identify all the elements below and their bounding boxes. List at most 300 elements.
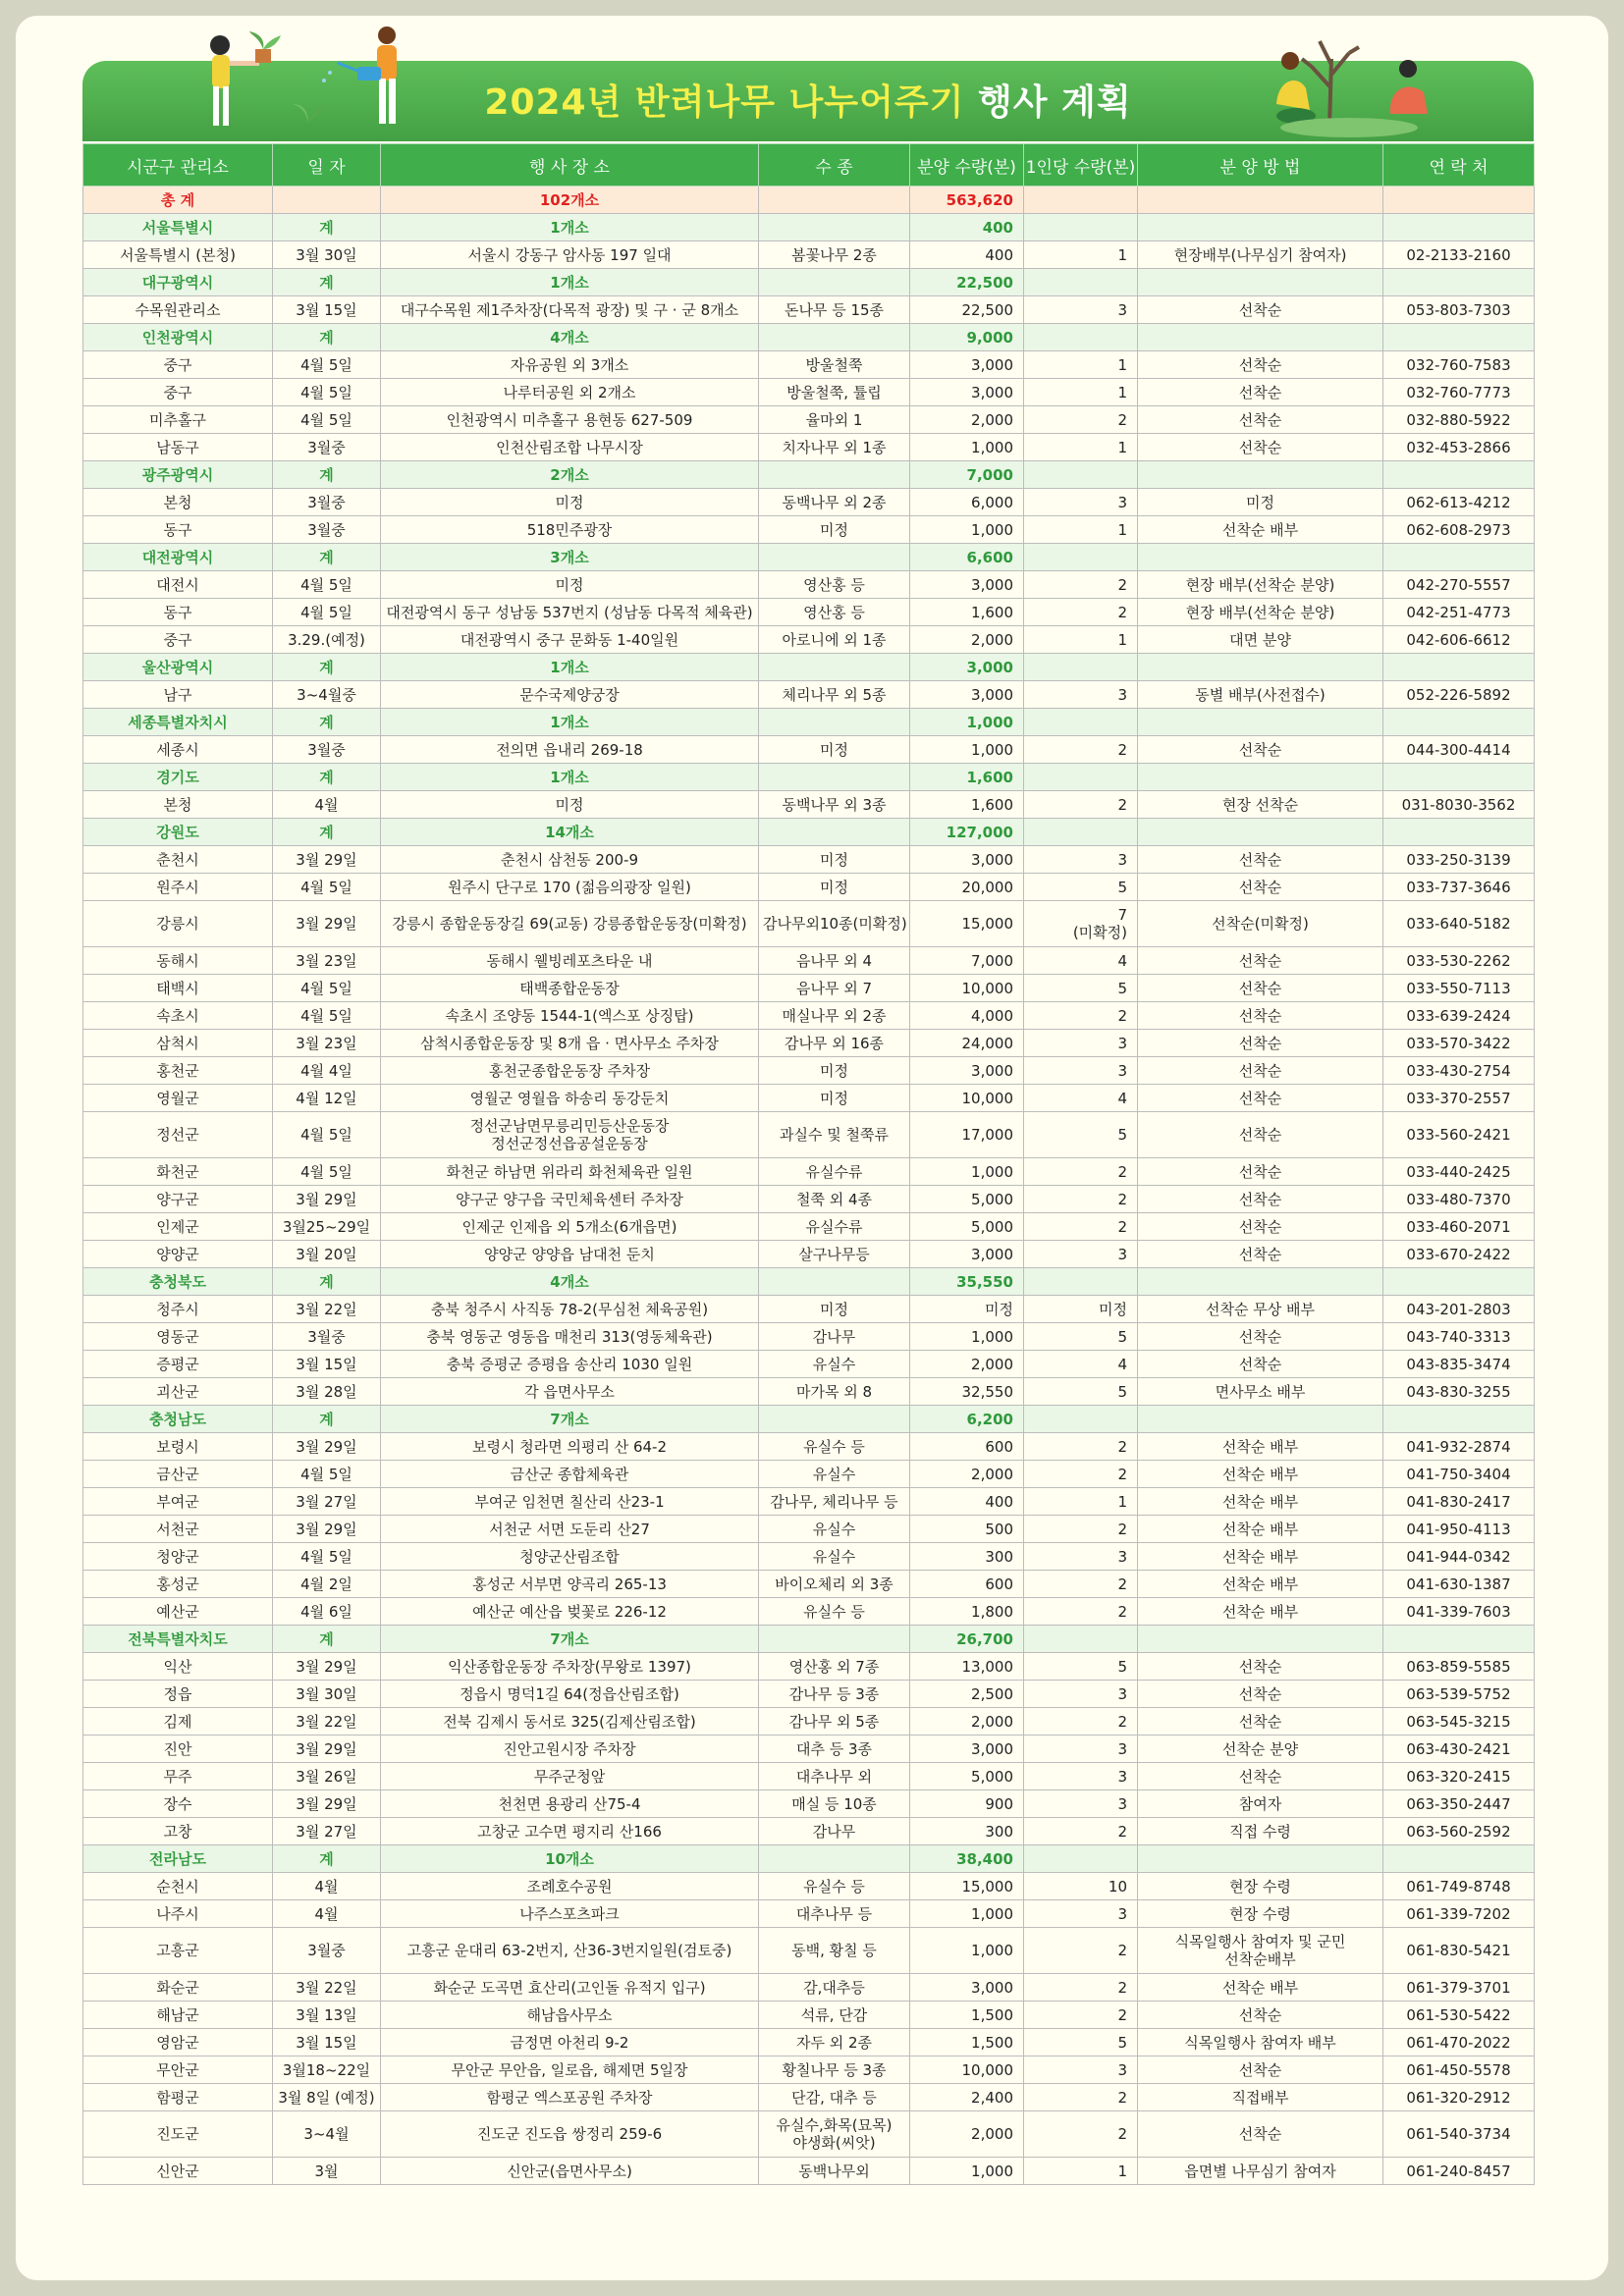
table-cell: 계 — [273, 461, 381, 489]
table-cell — [1383, 819, 1535, 846]
table-cell: 금산군 — [83, 1461, 273, 1488]
table-cell: 3월중 — [273, 489, 381, 516]
table-cell: 3 — [1024, 681, 1138, 709]
table-cell: 감,대추등 — [759, 1974, 910, 2002]
table-cell: 보령시 청라면 의평리 산 64-2 — [381, 1433, 759, 1461]
table-cell: 041-830-2417 — [1383, 1488, 1535, 1516]
table-cell: 각 읍면사무소 — [381, 1378, 759, 1406]
table-cell: 063-430-2421 — [1383, 1735, 1535, 1763]
table-cell — [1383, 654, 1535, 681]
table-cell: 총 계 — [83, 187, 273, 214]
table-cell: 3월 23일 — [273, 947, 381, 975]
table-cell: 24,000 — [910, 1030, 1024, 1057]
table-cell: 체리나무 외 5종 — [759, 681, 910, 709]
table-cell: 1 — [1024, 434, 1138, 461]
table-row — [83, 434, 1535, 461]
table-cell: 전라남도 — [83, 1845, 273, 1873]
table-cell: 041-630-1387 — [1383, 1571, 1535, 1598]
table-cell: 5,000 — [910, 1186, 1024, 1213]
table-cell: 5 — [1024, 1112, 1138, 1158]
table-cell: 나주스포츠파크 — [381, 1900, 759, 1928]
table-cell — [1024, 819, 1138, 846]
table-cell: 3 — [1024, 1735, 1138, 1763]
table-cell: 2 — [1024, 736, 1138, 764]
table-row — [83, 1708, 1535, 1735]
table-cell: 4월 5일 — [273, 379, 381, 406]
table-row — [83, 1433, 1535, 1461]
table-cell: 041-750-3404 — [1383, 1461, 1535, 1488]
table-cell: 선착순 — [1138, 1323, 1383, 1351]
table-cell: 대면 분양 — [1138, 626, 1383, 654]
table-cell: 4월 5일 — [273, 874, 381, 901]
region-subtotal-row — [83, 764, 1535, 791]
table-cell: 3월 22일 — [273, 1708, 381, 1735]
table-cell: 대전시 — [83, 571, 273, 599]
table-cell — [759, 819, 910, 846]
table-cell: 감나무 — [759, 1323, 910, 1351]
table-cell: 2,000 — [910, 1351, 1024, 1378]
table-cell: 1개소 — [381, 654, 759, 681]
table-cell: 양구군 — [83, 1186, 273, 1213]
table-cell: 홍성군 — [83, 1571, 273, 1598]
table-cell: 매실 등 10종 — [759, 1790, 910, 1818]
table-cell: 서천군 — [83, 1516, 273, 1543]
table-row — [83, 1653, 1535, 1681]
table-cell: 자유공원 외 3개소 — [381, 351, 759, 379]
table-row — [83, 1735, 1535, 1763]
table-cell — [273, 187, 381, 214]
table-cell: 계 — [273, 1845, 381, 1873]
table-cell: 선착순 — [1138, 846, 1383, 874]
table-cell: 선착순 — [1138, 1653, 1383, 1681]
table-cell: 2 — [1024, 2002, 1138, 2029]
table-cell: 2 — [1024, 1002, 1138, 1030]
table-row — [83, 1213, 1535, 1241]
table-cell: 7개소 — [381, 1406, 759, 1433]
table-cell: 동백나무 외 2종 — [759, 489, 910, 516]
table-cell: 선착순 — [1138, 947, 1383, 975]
table-cell: 석류, 단감 — [759, 2002, 910, 2029]
table-row — [83, 2111, 1535, 2158]
table-cell — [1138, 1626, 1383, 1653]
table-cell: 서울시 강동구 암사동 197 일대 — [381, 241, 759, 269]
table-cell: 061-530-5422 — [1383, 2002, 1535, 2029]
table-cell: 7,000 — [910, 947, 1024, 975]
table-cell: 102개소 — [381, 187, 759, 214]
table-cell: 3 — [1024, 1543, 1138, 1571]
table-cell: 유실수 — [759, 1461, 910, 1488]
table-cell: 계 — [273, 214, 381, 241]
table-cell: 감나무, 체리나무 등 — [759, 1488, 910, 1516]
table-cell: 032-760-7583 — [1383, 351, 1535, 379]
table-cell: 2 — [1024, 406, 1138, 434]
column-header: 시군구 관리소 — [83, 144, 273, 187]
table-cell: 청주시 — [83, 1296, 273, 1323]
table-row — [83, 681, 1535, 709]
table-cell: 진안고원시장 주차장 — [381, 1735, 759, 1763]
table-cell: 2,000 — [910, 2111, 1024, 2158]
table-cell: 동백나무 외 3종 — [759, 791, 910, 819]
table-cell: 3월 20일 — [273, 1241, 381, 1268]
table-cell: 1,000 — [910, 1158, 1024, 1186]
table-cell — [1383, 764, 1535, 791]
table-row — [83, 791, 1535, 819]
table-cell: 선착순 배부 — [1138, 1488, 1383, 1516]
table-cell: 인천광역시 미추홀구 용현동 627-509 — [381, 406, 759, 434]
table-cell: 나루터공원 외 2개소 — [381, 379, 759, 406]
table-cell: 양양군 양양읍 남대천 둔치 — [381, 1241, 759, 1268]
table-cell: 수목원관리소 — [83, 296, 273, 324]
table-cell: 2개소 — [381, 461, 759, 489]
table-cell: 미정 — [759, 874, 910, 901]
table-row — [83, 1873, 1535, 1900]
table-cell: 2,000 — [910, 626, 1024, 654]
table-cell: 042-606-6612 — [1383, 626, 1535, 654]
table-cell: 3월 29일 — [273, 846, 381, 874]
table-cell: 3월 — [273, 2158, 381, 2185]
table-cell: 400 — [910, 241, 1024, 269]
table-cell: 5 — [1024, 1378, 1138, 1406]
table-cell: 3개소 — [381, 544, 759, 571]
table-cell: 35,550 — [910, 1268, 1024, 1296]
table-cell — [759, 187, 910, 214]
table-cell: 1개소 — [381, 269, 759, 296]
table-cell: 남구 — [83, 681, 273, 709]
table-cell: 영산홍 외 7종 — [759, 1653, 910, 1681]
table-cell: 아로니에 외 1종 — [759, 626, 910, 654]
table-cell — [1024, 1845, 1138, 1873]
table-cell: 진도군 — [83, 2111, 273, 2158]
table-cell: 3월 29일 — [273, 1186, 381, 1213]
table-cell: 선착순 — [1138, 406, 1383, 434]
table-cell: 정선군남면무릉리민등산운동장 정선군정선읍공설운동장 — [381, 1112, 759, 1158]
table-row — [83, 1461, 1535, 1488]
table-cell: 2 — [1024, 1213, 1138, 1241]
table-cell: 미정 — [759, 516, 910, 544]
table-cell: 3 — [1024, 1763, 1138, 1790]
table-row — [83, 351, 1535, 379]
table-cell: 선착순 — [1138, 1085, 1383, 1112]
table-cell: 5 — [1024, 1323, 1138, 1351]
table-row — [83, 1057, 1535, 1085]
table-cell: 4 — [1024, 1351, 1138, 1378]
table-cell: 127,000 — [910, 819, 1024, 846]
table-cell: 1,000 — [910, 434, 1024, 461]
table-cell — [1383, 709, 1535, 736]
table-cell: 남동구 — [83, 434, 273, 461]
table-cell: 대구광역시 — [83, 269, 273, 296]
table-cell: 3,000 — [910, 1057, 1024, 1085]
table-cell: 면사무소 배부 — [1138, 1378, 1383, 1406]
table-cell: 4월 5일 — [273, 975, 381, 1002]
table-cell: 3,000 — [910, 681, 1024, 709]
region-subtotal-row — [83, 214, 1535, 241]
table-cell: 청양군산림조합 — [381, 1543, 759, 1571]
table-cell: 4개소 — [381, 324, 759, 351]
table-cell — [1138, 1406, 1383, 1433]
table-cell: 3월중 — [273, 434, 381, 461]
table-row — [83, 2084, 1535, 2111]
table-cell — [1024, 1626, 1138, 1653]
table-cell: 400 — [910, 1488, 1024, 1516]
table-cell: 4 — [1024, 947, 1138, 975]
table-cell: 061-540-3734 — [1383, 2111, 1535, 2158]
table-cell: 전북특별자치도 — [83, 1626, 273, 1653]
table-cell: 유실수 — [759, 1516, 910, 1543]
table-cell — [1138, 187, 1383, 214]
table-cell: 보령시 — [83, 1433, 273, 1461]
table-cell: 원주시 — [83, 874, 273, 901]
table-cell: 마가목 외 8 — [759, 1378, 910, 1406]
table-cell: 3,000 — [910, 379, 1024, 406]
table-cell: 033-460-2071 — [1383, 1213, 1535, 1241]
table-cell — [759, 544, 910, 571]
table-cell: 광주광역시 — [83, 461, 273, 489]
table-cell: 3,000 — [910, 1735, 1024, 1763]
table-cell: 고흥군 — [83, 1928, 273, 1974]
table-cell — [1024, 709, 1138, 736]
table-cell: 동별 배부(사전접수) — [1138, 681, 1383, 709]
table-cell: 인천산림조합 나무시장 — [381, 434, 759, 461]
table-cell: 선착순 분양 — [1138, 1735, 1383, 1763]
table-cell: 4월 5일 — [273, 571, 381, 599]
table-cell: 선착순 — [1138, 296, 1383, 324]
table-cell: 1,000 — [910, 2158, 1024, 2185]
table-row — [83, 1030, 1535, 1057]
table-cell — [759, 324, 910, 351]
table-cell: 본청 — [83, 791, 273, 819]
table-cell: 방울철쭉 — [759, 351, 910, 379]
table-cell: 15,000 — [910, 1873, 1024, 1900]
table-cell: 2 — [1024, 2111, 1138, 2158]
table-cell: 식목일행사 참여자 배부 — [1138, 2029, 1383, 2056]
table-cell: 043-740-3313 — [1383, 1323, 1535, 1351]
table-cell: 선착순 — [1138, 2002, 1383, 2029]
table-cell: 3 — [1024, 1900, 1138, 1928]
table-cell: 단감, 대추 등 — [759, 2084, 910, 2111]
table-cell: 3월 29일 — [273, 1790, 381, 1818]
column-header: 분 양 방 법 — [1138, 144, 1383, 187]
table-cell: 홍성군 서부면 양곡리 265-13 — [381, 1571, 759, 1598]
table-row — [83, 1571, 1535, 1598]
table-cell: 3월 29일 — [273, 1433, 381, 1461]
table-cell: 1,000 — [910, 1323, 1024, 1351]
table-cell: 063-350-2447 — [1383, 1790, 1535, 1818]
table-cell — [1138, 819, 1383, 846]
table-cell: 043-201-2803 — [1383, 1296, 1535, 1323]
table-row — [83, 1378, 1535, 1406]
table-cell: 3월 28일 — [273, 1378, 381, 1406]
table-cell: 043-830-3255 — [1383, 1378, 1535, 1406]
table-cell: 선착순 — [1138, 1158, 1383, 1186]
table-cell — [759, 269, 910, 296]
table-cell: 해남읍사무소 — [381, 2002, 759, 2029]
table-cell: 1 — [1024, 351, 1138, 379]
table-cell: 음나무 외 7 — [759, 975, 910, 1002]
table-cell: 22,500 — [910, 269, 1024, 296]
table-cell: 041-950-4113 — [1383, 1516, 1535, 1543]
table-cell: 041-932-2874 — [1383, 1433, 1535, 1461]
table-cell: 선착순(미확정) — [1138, 901, 1383, 947]
table-cell: 무주 — [83, 1763, 273, 1790]
table-cell: 미정 — [910, 1296, 1024, 1323]
region-subtotal-row — [83, 324, 1535, 351]
table-cell: 3 — [1024, 2056, 1138, 2084]
table-cell: 2 — [1024, 1818, 1138, 1845]
table-cell — [1024, 764, 1138, 791]
table-cell: 직접배부 — [1138, 2084, 1383, 2111]
table-cell — [759, 214, 910, 241]
table-cell: 3월 30일 — [273, 1681, 381, 1708]
table-cell: 계 — [273, 654, 381, 681]
table-cell: 대전광역시 — [83, 544, 273, 571]
table-cell: 나주시 — [83, 1900, 273, 1928]
table-row — [83, 1974, 1535, 2002]
table-cell: 선착순 — [1138, 351, 1383, 379]
table-cell: 3월 29일 — [273, 901, 381, 947]
table-cell: 대추나무 외 — [759, 1763, 910, 1790]
table-cell — [759, 709, 910, 736]
table-cell: 미정 — [381, 791, 759, 819]
table-row — [83, 1186, 1535, 1213]
table-cell: 033-737-3646 — [1383, 874, 1535, 901]
table-cell — [1024, 1268, 1138, 1296]
table-cell — [1024, 1406, 1138, 1433]
table-cell: 미정 — [759, 846, 910, 874]
table-row — [83, 975, 1535, 1002]
table-cell: 자두 외 2종 — [759, 2029, 910, 2056]
table-cell — [1138, 214, 1383, 241]
table-cell: 063-560-2592 — [1383, 1818, 1535, 1845]
table-cell: 1,600 — [910, 764, 1024, 791]
table-cell: 3~4월 — [273, 2111, 381, 2158]
table-cell: 유실수 — [759, 1543, 910, 1571]
table-cell: 동백나무외 — [759, 2158, 910, 2185]
table-cell: 선착순 — [1138, 2111, 1383, 2158]
table-cell: 신안군 — [83, 2158, 273, 2185]
table-row — [83, 241, 1535, 269]
table-cell: 계 — [273, 324, 381, 351]
table-cell: 서울특별시 — [83, 214, 273, 241]
table-cell: 현장 수령 — [1138, 1900, 1383, 1928]
table-cell: 3,000 — [910, 1241, 1024, 1268]
table-cell — [759, 764, 910, 791]
table-cell: 17,000 — [910, 1112, 1024, 1158]
table-cell: 3월 30일 — [273, 241, 381, 269]
table-cell: 063-545-3215 — [1383, 1708, 1535, 1735]
table-cell: 2 — [1024, 1158, 1138, 1186]
table-cell: 033-670-2422 — [1383, 1241, 1535, 1268]
table-cell: 진도군 진도읍 쌍정리 259-6 — [381, 2111, 759, 2158]
table-row — [83, 846, 1535, 874]
table-cell: 061-320-2912 — [1383, 2084, 1535, 2111]
table-cell: 22,500 — [910, 296, 1024, 324]
table-cell: 선착순 — [1138, 874, 1383, 901]
table-cell: 해남군 — [83, 2002, 273, 2029]
table-row — [83, 516, 1535, 544]
table-cell: 38,400 — [910, 1845, 1024, 1873]
table-cell: 부여군 — [83, 1488, 273, 1516]
table-cell — [1383, 187, 1535, 214]
table-cell: 경기도 — [83, 764, 273, 791]
table-cell: 함평군 엑스포공원 주차장 — [381, 2084, 759, 2111]
table-cell: 동백, 황칠 등 — [759, 1928, 910, 1974]
table-cell: 예산군 예산읍 벚꽃로 226-12 — [381, 1598, 759, 1626]
table-cell — [1138, 1845, 1383, 1873]
table-row — [83, 1598, 1535, 1626]
table-cell: 대구수목원 제1주차장(다목적 광장) 및 구 · 군 8개소 — [381, 296, 759, 324]
table-cell: 3 — [1024, 1790, 1138, 1818]
table-row — [83, 406, 1535, 434]
table-cell: 바이오체리 외 3종 — [759, 1571, 910, 1598]
people-planting-tree-illustration — [1221, 20, 1516, 141]
table-cell: 3월중 — [273, 516, 381, 544]
table-cell: 5,000 — [910, 1213, 1024, 1241]
table-cell: 3 — [1024, 1681, 1138, 1708]
table-cell: 대전광역시 동구 성남동 537번지 (성남동 다목적 체육관) — [381, 599, 759, 626]
table-cell: 3월 29일 — [273, 1735, 381, 1763]
table-cell: 10,000 — [910, 2056, 1024, 2084]
table-cell: 대전광역시 중구 문화동 1-40일원 — [381, 626, 759, 654]
table-cell: 춘천시 삼천동 200-9 — [381, 846, 759, 874]
table-cell: 3 — [1024, 846, 1138, 874]
table-cell: 선착순 — [1138, 1351, 1383, 1378]
table-cell: 김제 — [83, 1708, 273, 1735]
column-header: 분양 수량(본) — [910, 144, 1024, 187]
table-cell: 032-880-5922 — [1383, 406, 1535, 434]
table-cell: 고창 — [83, 1818, 273, 1845]
table-cell: 3월 29일 — [273, 1653, 381, 1681]
table-cell: 2 — [1024, 1186, 1138, 1213]
table-cell: 속초시 — [83, 1002, 273, 1030]
table-cell: 직접 수령 — [1138, 1818, 1383, 1845]
table-cell — [1383, 1406, 1535, 1433]
table-cell — [1024, 544, 1138, 571]
table-cell: 익산 — [83, 1653, 273, 1681]
table-cell: 062-613-4212 — [1383, 489, 1535, 516]
table-cell: 14개소 — [381, 819, 759, 846]
table-cell: 선착순 — [1138, 2056, 1383, 2084]
table-cell: 2,000 — [910, 1461, 1024, 1488]
table-cell: 1 — [1024, 379, 1138, 406]
table-cell: 선착순 — [1138, 1186, 1383, 1213]
table-cell: 울산광역시 — [83, 654, 273, 681]
table-cell: 선착순 — [1138, 1057, 1383, 1085]
table-cell: 2 — [1024, 1571, 1138, 1598]
table-cell: 치자나무 외 1종 — [759, 434, 910, 461]
table-cell: 충북 영동군 영동읍 매천리 313(영동체육관) — [381, 1323, 759, 1351]
table-cell: 전북 김제시 동서로 325(김제산림조합) — [381, 1708, 759, 1735]
table-cell: 1 — [1024, 516, 1138, 544]
table-cell: 053-803-7303 — [1383, 296, 1535, 324]
table-cell: 15,000 — [910, 901, 1024, 947]
table-cell: 선착순 배부 — [1138, 1433, 1383, 1461]
table-cell: 선착순 — [1138, 975, 1383, 1002]
table-cell: 과실수 및 철쭉류 — [759, 1112, 910, 1158]
table-cell: 율마외 1 — [759, 406, 910, 434]
table-cell: 7개소 — [381, 1626, 759, 1653]
table-cell: 4월 5일 — [273, 599, 381, 626]
table-cell — [759, 1845, 910, 1873]
table-cell: 5 — [1024, 874, 1138, 901]
table-row — [83, 1085, 1535, 1112]
table-cell: 선착순 — [1138, 1681, 1383, 1708]
table-cell: 1,500 — [910, 2002, 1024, 2029]
column-header: 1인당 수량(본) — [1024, 144, 1138, 187]
table-cell: 563,620 — [910, 187, 1024, 214]
table-cell: 2,000 — [910, 1708, 1024, 1735]
table-cell: 3월 13일 — [273, 2002, 381, 2029]
